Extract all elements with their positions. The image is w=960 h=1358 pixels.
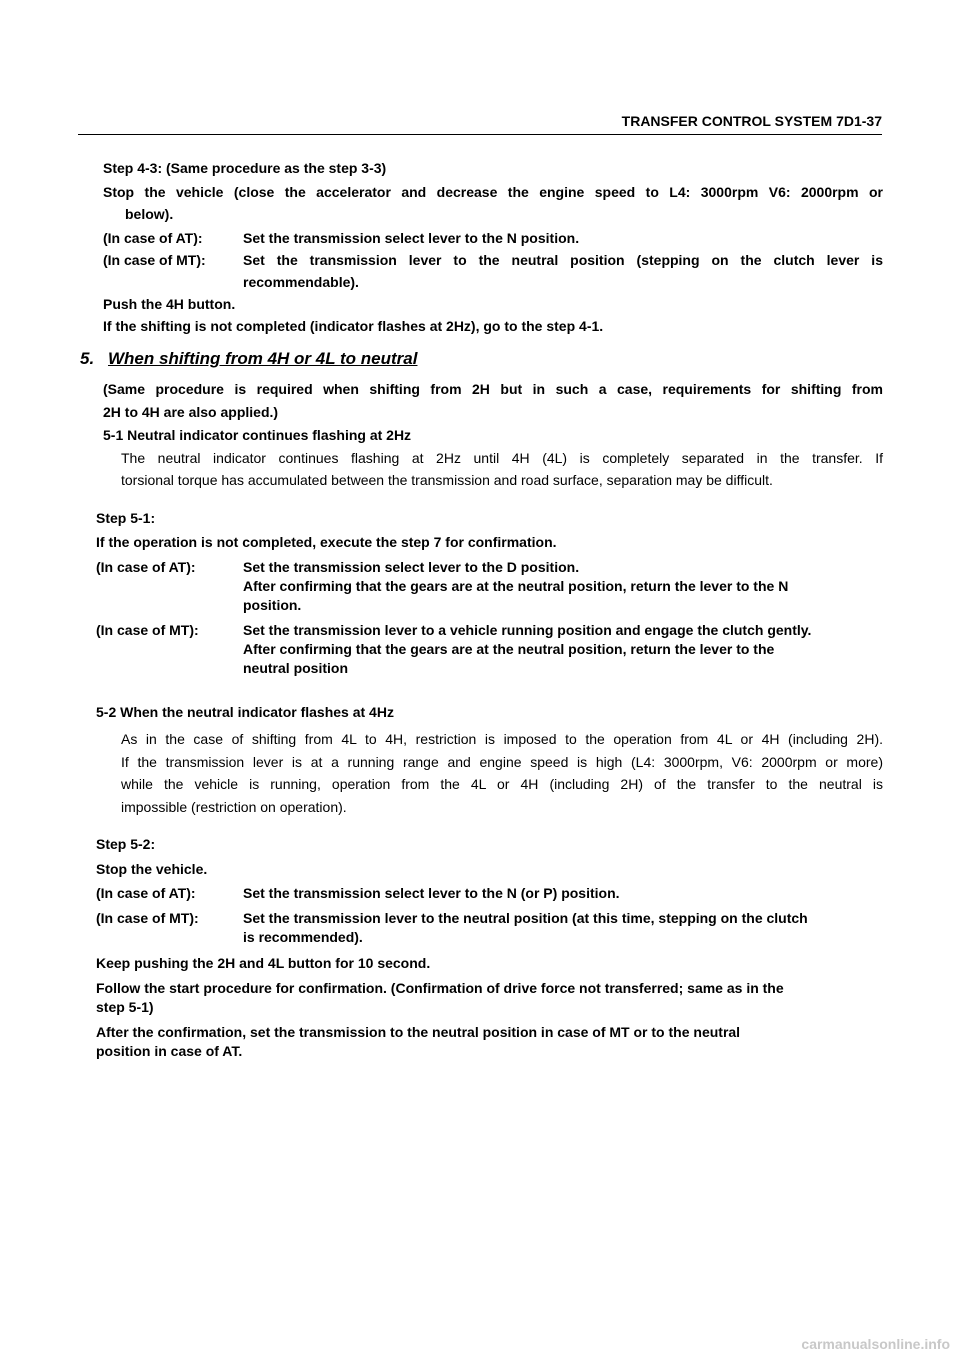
sub-5-1-text-1: The neutral indicator continues flashing at 2Hz until 4H (4L) is completely separated in the transfer. If [121, 450, 883, 466]
mt-text-1: Set the transmission lever to a vehicle running position and engage the clutch gently. [243, 622, 812, 638]
mt-text: Set the transmission lever to the neutral position (stepping on the clutch lever is [243, 252, 883, 268]
step-4-3-push: Push the 4H button. [103, 296, 236, 312]
mt-label: (In case of MT): [103, 252, 206, 268]
step-5-2-stop: Stop the vehicle. [96, 861, 208, 877]
step-5-2-follow-1: Follow the start procedure for confirmation. (Confirmation of drive force not transferred; same as in the [96, 980, 784, 996]
at-label: (In case of AT): [96, 885, 196, 901]
section-5-number: 5. [80, 349, 95, 368]
step-5-2-keep: Keep pushing the 2H and 4L button for 10 second. [96, 955, 431, 971]
step-4-3-mt-cont: recommendable). [243, 274, 359, 290]
step-5-2-after-2: position in case of AT. [96, 1043, 243, 1059]
at-text-1: Set the transmission select lever to the D position. [243, 559, 580, 575]
sub-5-1-title: 5-1 Neutral indicator continues flashing at 2Hz [103, 427, 412, 443]
section-5-intro-1: (Same procedure is required when shifting from 2H but in such a case, requirements for shifting from [103, 381, 883, 397]
sub-5-2-text-2: If the transmission lever is at a running range and engine speed is high (L4: 3000rpm, V6: 2000rpm or more) [121, 754, 883, 770]
step-5-1-title: Step 5-1: [96, 510, 156, 526]
sub-5-2-text-3: while the vehicle is running, operation from the 4L or 4H (including 2H) of the transfer to the neutral is [121, 776, 883, 792]
step-4-3-stop-cont: below). [125, 206, 174, 222]
sub-5-1-text-2: torsional torque has accumulated between the transmission and road surface, separation may be difficult. [121, 472, 773, 488]
section-5-heading [80, 349, 417, 369]
section-5-title: When shifting from 4H or 4L to neutral [108, 349, 418, 368]
at-text: Set the transmission select lever to the N position. [243, 230, 580, 246]
page-header [78, 112, 882, 135]
at-label: (In case of AT): [103, 230, 203, 246]
section-5-intro-2: 2H to 4H are also applied.) [103, 404, 279, 420]
mt-text-1: Set the transmission lever to the neutral position (at this time, stepping on the clutch [243, 910, 808, 926]
step-4-3-title: Step 4-3: (Same procedure as the step 3-3) [103, 160, 387, 176]
step-5-1-mt-text-3: neutral position [243, 660, 348, 676]
step-5-2-mt-text-2: is recommended). [243, 929, 363, 945]
step-4-3-ifnot: If the shifting is not completed (indicator flashes at 2Hz), go to the step 4-1. [103, 318, 604, 334]
mt-label: (In case of MT): [96, 622, 199, 638]
step-4-3-stop: Stop the vehicle (close the accelerator and decrease the engine speed to L4: 3000rpm V6: 2000rpm or [103, 184, 883, 200]
sub-5-2-text-1: As in the case of shifting from 4L to 4H, restriction is imposed to the operation from 4L or 4H (including 2H). [121, 731, 883, 747]
step-5-1-at-text-3: position. [243, 597, 302, 613]
step-5-1-mt-text-2: After confirming that the gears are at the neutral position, return the lever to the [243, 641, 775, 657]
at-label: (In case of AT): [96, 559, 196, 575]
sub-5-2-title: 5-2 When the neutral indicator flashes at 4Hz [96, 704, 394, 720]
mt-label: (In case of MT): [96, 910, 199, 926]
step-5-2-follow-2: step 5-1) [96, 999, 154, 1015]
step-5-2-title: Step 5-2: [96, 836, 156, 852]
sub-5-2-text-4: impossible (restriction on operation). [121, 799, 347, 815]
page-header-title: TRANSFER CONTROL SYSTEM 7D1-37 [621, 113, 882, 129]
step-5-1-at-text-2: After confirming that the gears are at the neutral position, return the lever to the N [243, 578, 789, 594]
watermark-text[interactable]: carmanualsonline.info [801, 1336, 950, 1352]
at-text: Set the transmission select lever to the N (or P) position. [243, 885, 620, 901]
step-5-2-after-1: After the confirmation, set the transmission to the neutral position in case of MT or to the neutral [96, 1024, 741, 1040]
step-5-1-ifnot: If the operation is not completed, execute the step 7 for confirmation. [96, 534, 557, 550]
